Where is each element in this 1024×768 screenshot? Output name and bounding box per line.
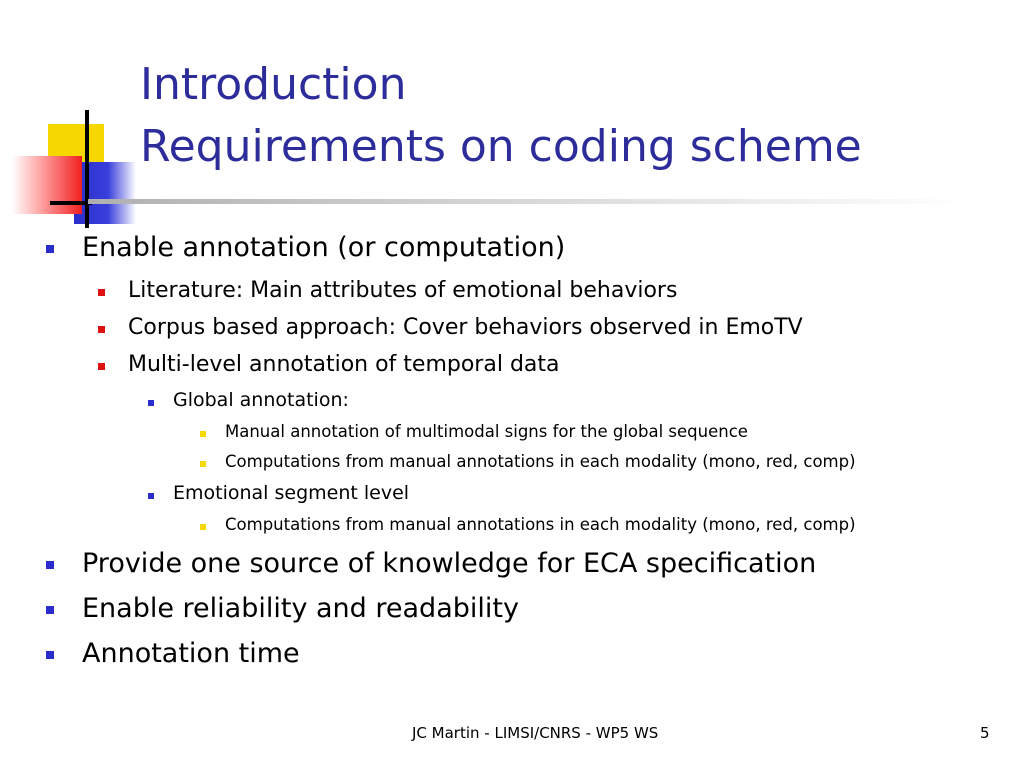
bullet-text: Literature: Main attributes of emotional behaviors: [128, 278, 678, 303]
bullet-marker-square: [98, 363, 105, 370]
bullet-marker-square: [200, 461, 206, 467]
title-line-1: Introduction: [140, 59, 407, 110]
bullet-marker-square: [46, 561, 54, 569]
bullet-marker-square: [98, 326, 105, 333]
vertical-line: [85, 110, 89, 228]
bullet-item: [82, 232, 565, 263]
bullet-text: Global annotation:: [173, 389, 349, 411]
bullet-text: Provide one source of knowledge for ECA specification: [82, 548, 817, 579]
title-line-2: Requirements on coding scheme: [140, 121, 862, 172]
bullet-marker-square: [200, 431, 206, 437]
page-number: 5: [980, 724, 990, 742]
bullet-text: Emotional segment level: [173, 482, 410, 504]
bullet-item: [128, 352, 560, 377]
bullet-item: [128, 278, 677, 303]
bullet-item: [173, 389, 349, 411]
bullet-marker-square: [46, 651, 54, 659]
bullet-text: Multi-level annotation of temporal data: [128, 352, 560, 377]
title-underline: [88, 199, 968, 204]
footer-text: JC Martin - LIMSI/CNRS - WP5 WS: [412, 724, 659, 742]
bullet-marker-square: [148, 400, 154, 406]
red-square: [12, 156, 82, 214]
bullet-item: [128, 315, 803, 340]
bullet-text: Corpus based approach: Cover behaviors observed in EmoTV: [128, 315, 803, 340]
bullet-marker-square: [46, 245, 54, 253]
bullet-marker-square: [98, 289, 105, 296]
bullet-item: [82, 548, 816, 579]
blue-square: [74, 162, 136, 224]
bullet-marker-square: [148, 493, 154, 499]
bullet-text: Enable reliability and readability: [82, 593, 519, 624]
bullet-item: [173, 482, 409, 504]
decorative-logo: [0, 0, 140, 240]
slide-title: [140, 54, 862, 178]
bullet-text: Enable annotation (or computation): [82, 232, 566, 263]
bullet-text: Manual annotation of multimodal signs for the global sequence: [225, 422, 748, 441]
bullet-text: Computations from manual annotations in each modality (mono, red, comp): [225, 452, 856, 471]
bullet-item: [225, 422, 748, 441]
horizontal-line: [50, 201, 92, 205]
bullet-marker-square: [46, 606, 54, 614]
bullet-text: Annotation time: [82, 638, 300, 669]
bullet-text: Computations from manual annotations in each modality (mono, red, comp): [225, 515, 856, 534]
bullet-item: [82, 638, 300, 669]
bullet-item: [225, 515, 856, 534]
bullet-item: [82, 593, 519, 624]
bullet-item: [225, 452, 856, 471]
bullet-marker-square: [200, 524, 206, 530]
